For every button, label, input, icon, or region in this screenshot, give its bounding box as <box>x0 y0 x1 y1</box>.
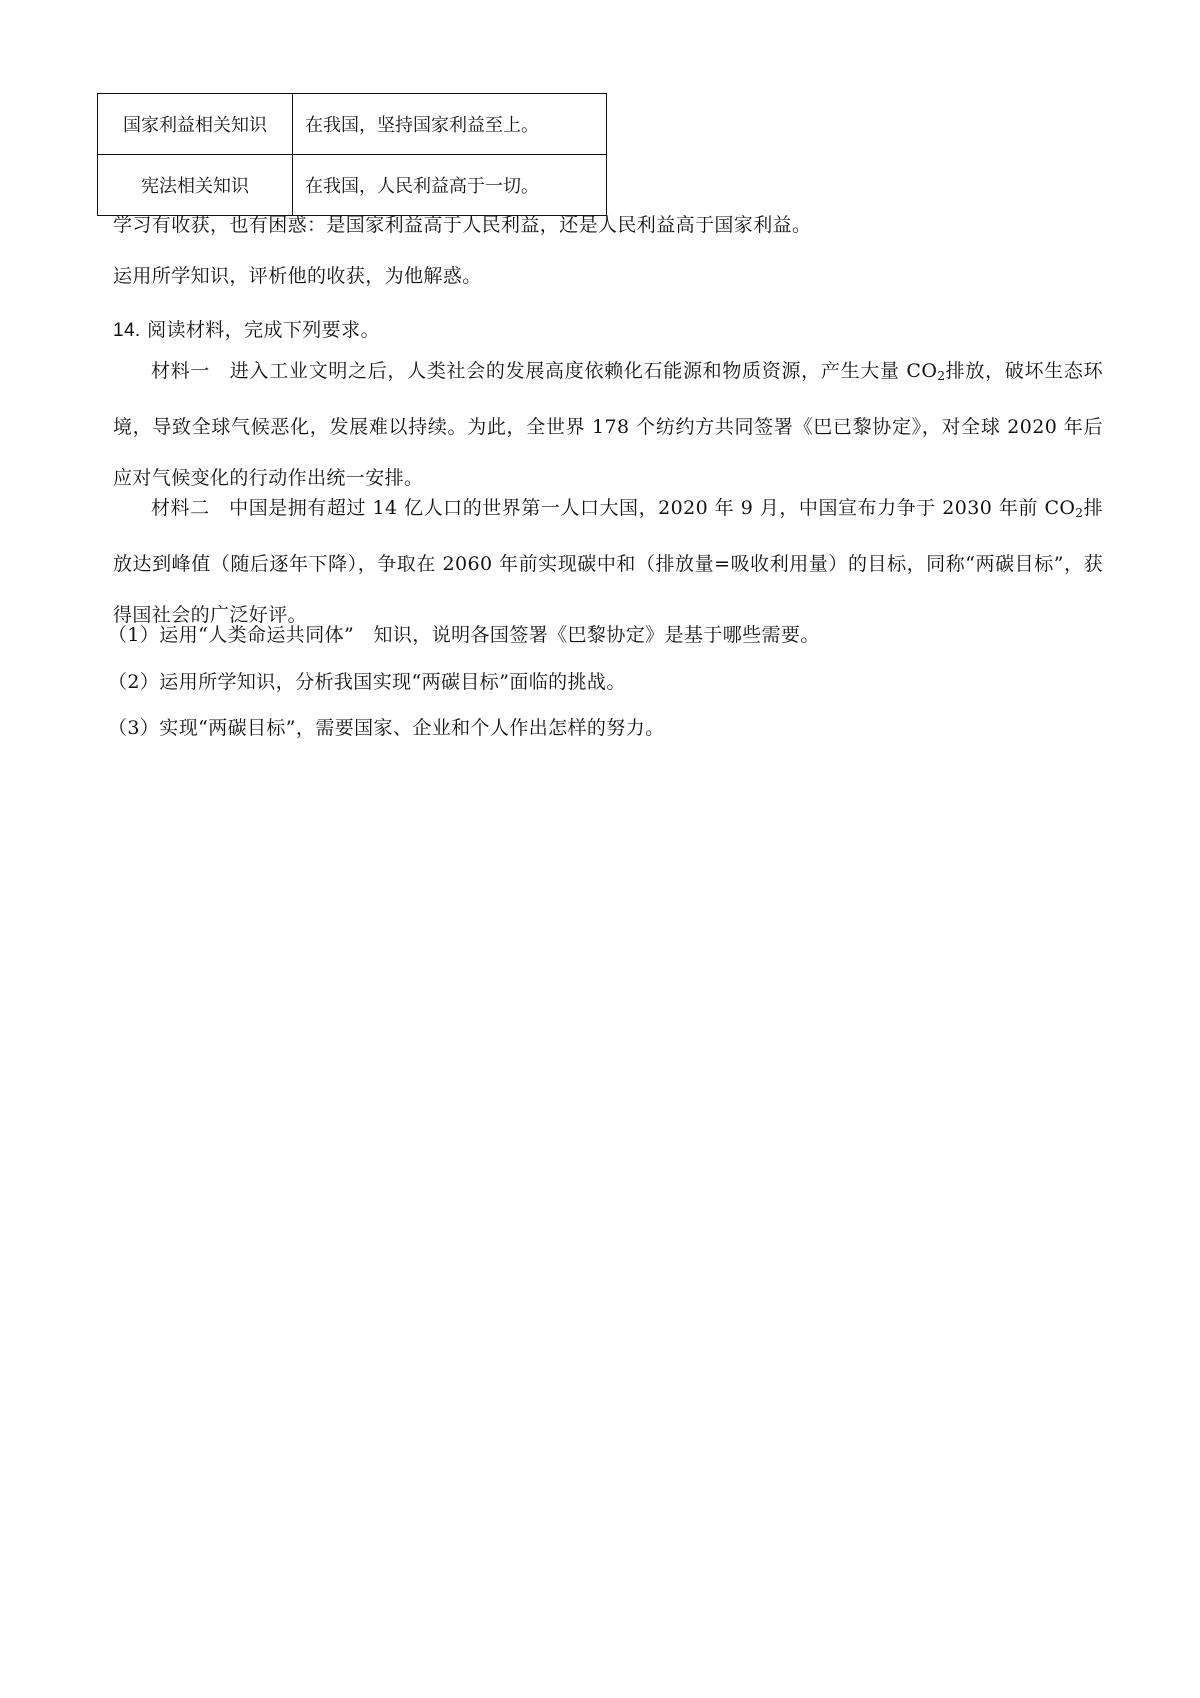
table-cell-statement: 在我国，坚持国家利益至上。 <box>293 94 607 155</box>
intro-line-confusion: 学习有收获，也有困惑：是国家利益高于人民利益，还是人民利益高于国家利益。 <box>113 214 812 236</box>
sub-question-1: （1）运用“人类命运共同体” 知识，说明各国签署《巴黎协定》是基于哪些需要。 <box>108 624 820 646</box>
knowledge-table <box>97 93 607 216</box>
question-number: 14. <box>113 320 141 341</box>
table-row <box>98 94 607 155</box>
question-prompt: 阅读材料，完成下列要求。 <box>147 319 380 341</box>
question-14-heading <box>113 316 380 345</box>
material-one <box>113 346 1103 504</box>
table-row <box>98 155 607 216</box>
material-two-text-a: 材料二 中国是拥有超过 14 亿人口的世界第一人口大国，2020 年 9 月，中国宣布力争于 2030 年前 CO <box>151 497 1076 519</box>
sub-question-3: （3）实现“两碳目标”，需要国家、企业和个人作出怎样的努力。 <box>108 717 665 739</box>
material-two-paragraph <box>113 483 1103 641</box>
co2-subscript: 2 <box>937 369 946 383</box>
sub-question-2: （2）运用所学知识，分析我国实现“两碳目标”面临的挑战。 <box>108 671 626 693</box>
material-two <box>113 483 1103 641</box>
intro-line-task: 运用所学知识，评析他的收获，为他解惑。 <box>113 265 482 287</box>
table-cell-statement: 在我国，人民利益高于一切。 <box>293 155 607 216</box>
material-one-text-b: 排放，破坏生态环境，导致全球气候恶化，发展难以持续。为此，全世界 178 个纺约方共同签署《巴已黎协定》，对全球 2020 年后应对气候变化的行动作出统一安排。 <box>113 360 1103 489</box>
material-two-text-b: 排放达到峰值（随后逐年下降），争取在 2060 年前实现碳中和（排放量=吸收利用量）的目标，同称“两碳目标”，获得国社会的广泛好评。 <box>113 497 1103 626</box>
table-cell-topic: 宪法相关知识 <box>98 155 293 216</box>
material-one-text-a: 材料一 进入工业文明之后，人类社会的发展高度依赖化石能源和物质资源，产生大量 CO <box>151 360 938 382</box>
co2-subscript: 2 <box>1075 506 1084 520</box>
table-cell-topic: 国家利益相关知识 <box>98 94 293 155</box>
material-one-paragraph <box>113 346 1103 504</box>
